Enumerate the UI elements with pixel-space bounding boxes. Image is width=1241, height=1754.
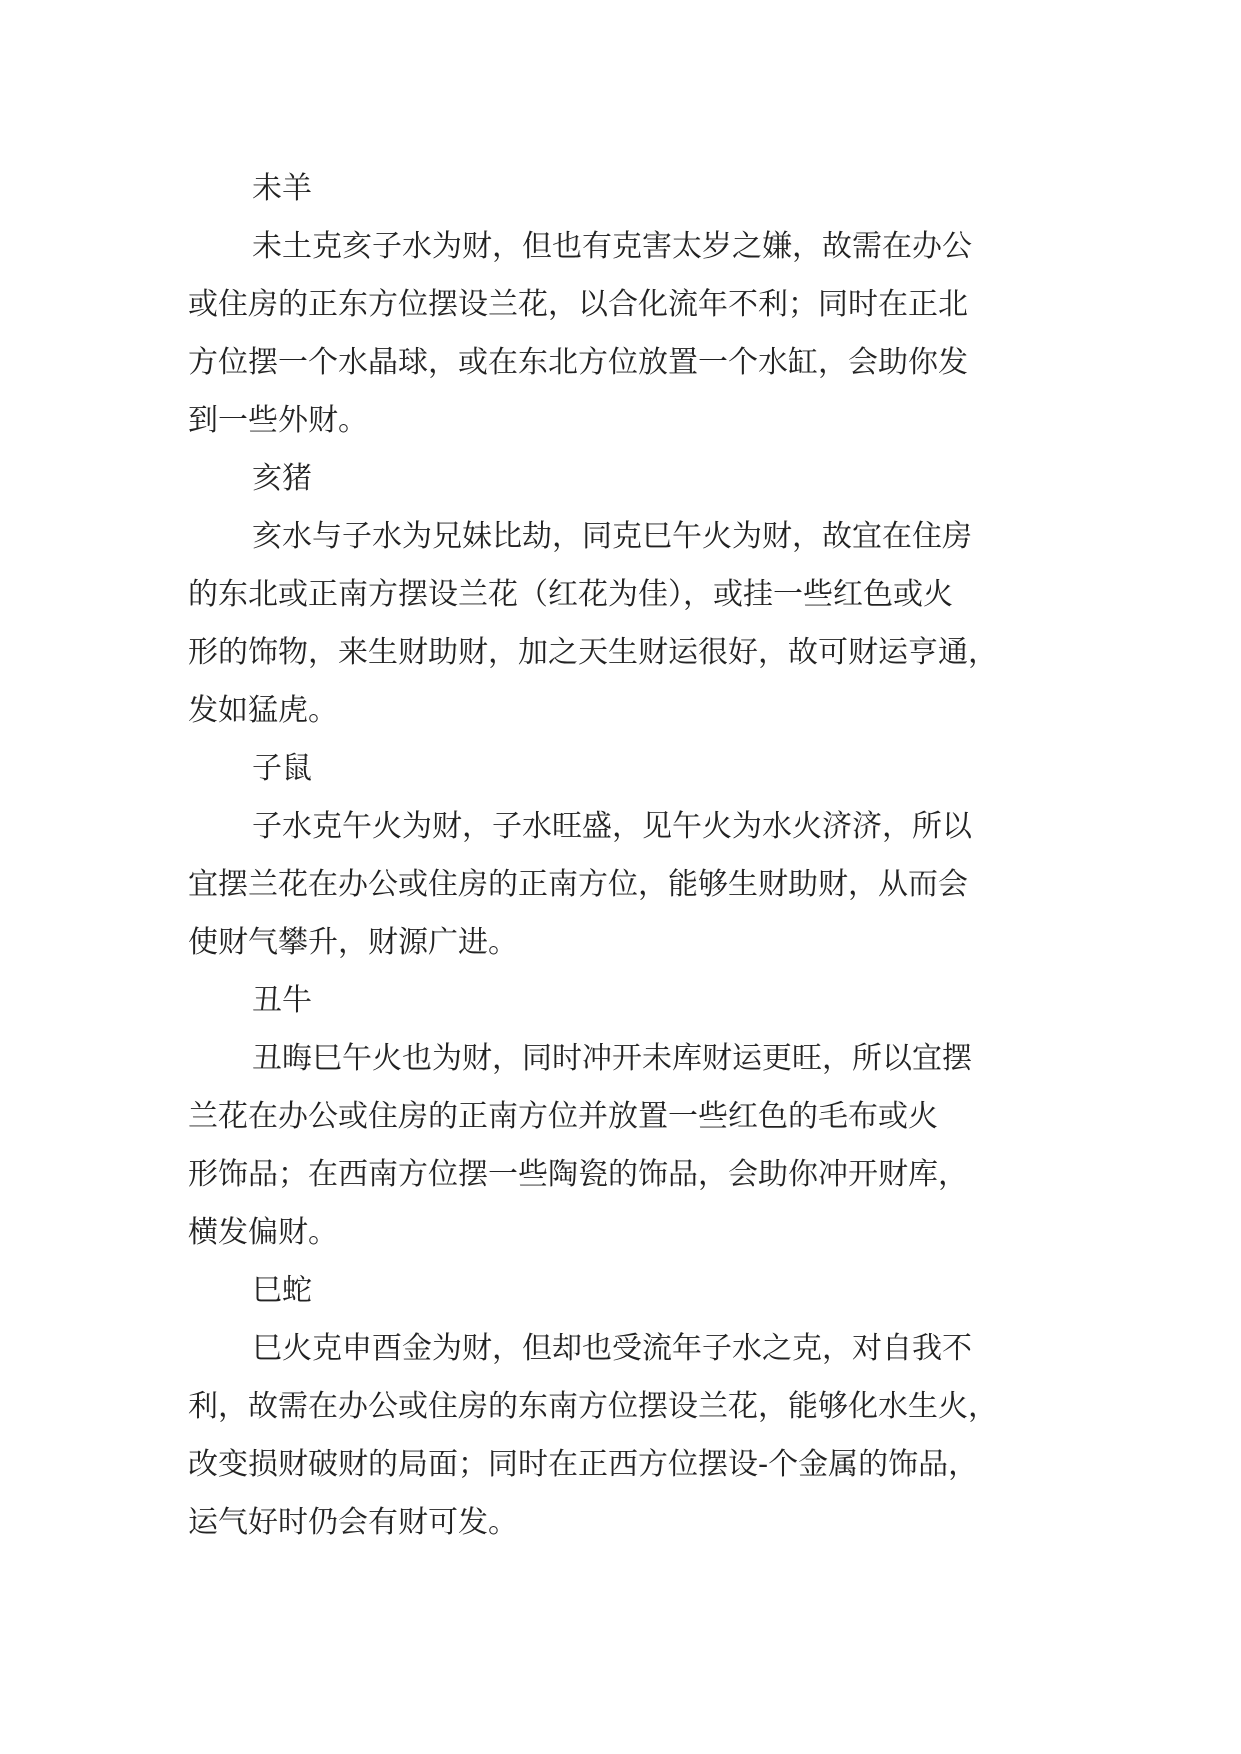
paragraph-line: 方位摆一个水晶球，或在东北方位放置一个水缸，会助你发 [188,345,968,380]
paragraph-line: 或住房的正东方位摆设兰花，以合化流年不利；同时在正北 [188,287,968,322]
paragraph-line: 形的饰物，来生财助财，加之天生财运很好，故可财运亨通， [188,635,998,670]
paragraph-line: 丑晦巳午火也为财，同时冲开未库财运更旺，所以宜摆 [252,1041,972,1076]
section-heading: 子鼠 [252,751,312,786]
section-heading: 未羊 [252,171,312,206]
paragraph-line: 亥水与子水为兄妹比劫，同克巳午火为财，故宜在住房 [252,519,972,554]
paragraph-line: 兰花在办公或住房的正南方位并放置一些红色的毛布或火 [188,1099,938,1134]
paragraph-line: 运气好时仍会有财可发。 [188,1505,518,1540]
paragraph-line: 未土克亥子水为财，但也有克害太岁之嫌，故需在办公 [252,229,972,264]
paragraph-line: 发如猛虎。 [188,693,338,728]
paragraph-line: 巳火克申酉金为财，但却也受流年子水之克，对自我不 [252,1331,972,1366]
paragraph-line: 横发偏财。 [188,1215,338,1250]
paragraph-line: 到一些外财。 [188,403,368,438]
section-heading: 巳蛇 [252,1273,312,1308]
paragraph-line: 改变损财破财的局面；同时在正西方位摆设-个金属的饰品， [188,1447,979,1482]
document-body [188,160,1068,1552]
paragraph-line: 形饰品；在西南方位摆一些陶瓷的饰品，会助你冲开财库， [188,1157,968,1192]
section-heading: 丑牛 [252,983,312,1018]
paragraph-line: 宜摆兰花在办公或住房的正南方位，能够生财助财，从而会 [188,867,968,902]
section-heading: 亥猪 [252,461,312,496]
paragraph-line: 的东北或正南方摆设兰花（红花为佳），或挂一些红色或火 [188,577,953,612]
paragraph-line: 子水克午火为财，子水旺盛，见午火为水火济济，所以 [252,809,972,844]
paragraph-line: 使财气攀升，财源广进。 [188,925,518,960]
paragraph-line: 利，故需在办公或住房的东南方位摆设兰花，能够化水生火， [188,1389,998,1424]
